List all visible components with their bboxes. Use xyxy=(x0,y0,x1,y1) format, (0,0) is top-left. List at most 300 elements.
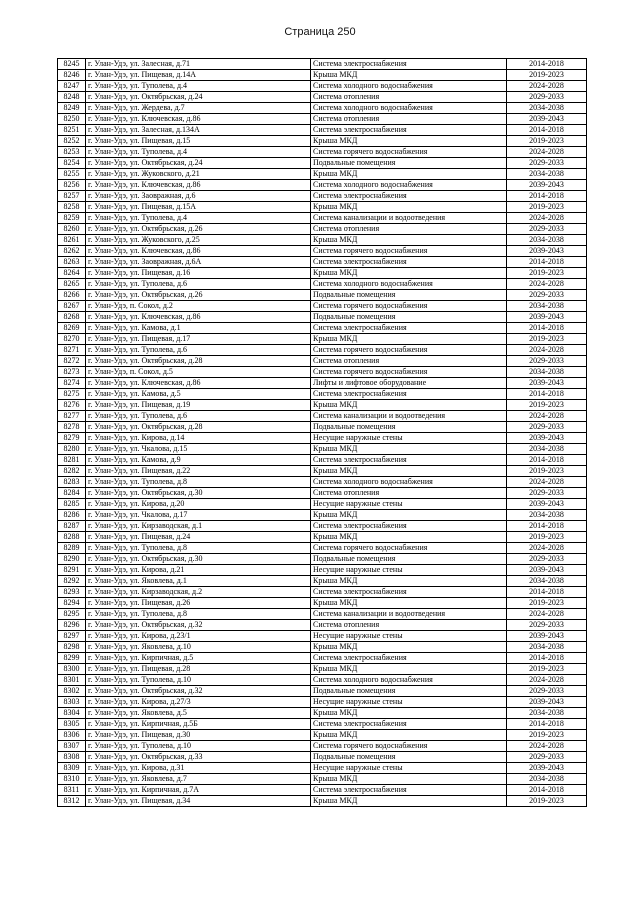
address-cell: г. Улан-Удэ, ул. Октябрьская, д.28 xyxy=(86,356,311,367)
row-number-cell: 8251 xyxy=(58,125,86,136)
work-type-cell: Лифты и лифтовое оборудование xyxy=(311,378,507,389)
table-row xyxy=(58,488,587,499)
work-type-cell: Подвальные помещения xyxy=(311,554,507,565)
period-cell: 2019-2023 xyxy=(507,796,587,807)
table-row xyxy=(58,70,587,81)
table-row xyxy=(58,477,587,488)
table-row xyxy=(58,719,587,730)
row-number-cell: 8304 xyxy=(58,708,86,719)
work-type-cell: Подвальные помещения xyxy=(311,290,507,301)
table-row xyxy=(58,455,587,466)
table-row xyxy=(58,642,587,653)
row-number-cell: 8284 xyxy=(58,488,86,499)
registry-table-body xyxy=(58,59,587,807)
row-number-cell: 8283 xyxy=(58,477,86,488)
address-cell: г. Улан-Удэ, ул. Заовражная, д.6 xyxy=(86,191,311,202)
row-number-cell: 8258 xyxy=(58,202,86,213)
table-row xyxy=(58,345,587,356)
work-type-cell: Система электроснабжения xyxy=(311,59,507,70)
work-type-cell: Подвальные помещения xyxy=(311,422,507,433)
period-cell: 2029-2033 xyxy=(507,356,587,367)
table-row xyxy=(58,444,587,455)
table-row xyxy=(58,246,587,257)
period-cell: 2019-2023 xyxy=(507,70,587,81)
work-type-cell: Система горячего водоснабжения xyxy=(311,246,507,257)
period-cell: 2029-2033 xyxy=(507,488,587,499)
period-cell: 2034-2038 xyxy=(507,576,587,587)
table-row xyxy=(58,103,587,114)
period-cell: 2024-2028 xyxy=(507,609,587,620)
row-number-cell: 8292 xyxy=(58,576,86,587)
address-cell: г. Улан-Удэ, ул. Камова, д.5 xyxy=(86,389,311,400)
table-row xyxy=(58,114,587,125)
address-cell: г. Улан-Удэ, ул. Кирова, д.31 xyxy=(86,763,311,774)
table-row xyxy=(58,411,587,422)
address-cell: г. Улан-Удэ, ул. Пищевая, д.19 xyxy=(86,400,311,411)
work-type-cell: Система электроснабжения xyxy=(311,719,507,730)
address-cell: г. Улан-Удэ, ул. Кирзаводская, д.2 xyxy=(86,587,311,598)
address-cell: г. Улан-Удэ, ул. Ключевская, д.86 xyxy=(86,180,311,191)
row-number-cell: 8276 xyxy=(58,400,86,411)
address-cell: г. Улан-Удэ, ул. Чкалова, д.15 xyxy=(86,444,311,455)
row-number-cell: 8268 xyxy=(58,312,86,323)
address-cell: г. Улан-Удэ, п. Сокол, д.5 xyxy=(86,367,311,378)
row-number-cell: 8281 xyxy=(58,455,86,466)
table-row xyxy=(58,400,587,411)
row-number-cell: 8286 xyxy=(58,510,86,521)
period-cell: 2019-2023 xyxy=(507,334,587,345)
row-number-cell: 8291 xyxy=(58,565,86,576)
period-cell: 2039-2043 xyxy=(507,378,587,389)
row-number-cell: 8299 xyxy=(58,653,86,664)
table-row xyxy=(58,224,587,235)
work-type-cell: Система электроснабжения xyxy=(311,257,507,268)
work-type-cell: Система холодного водоснабжения xyxy=(311,477,507,488)
period-cell: 2029-2033 xyxy=(507,290,587,301)
period-cell: 2014-2018 xyxy=(507,719,587,730)
work-type-cell: Система холодного водоснабжения xyxy=(311,279,507,290)
row-number-cell: 8257 xyxy=(58,191,86,202)
period-cell: 2014-2018 xyxy=(507,389,587,400)
period-cell: 2039-2043 xyxy=(507,631,587,642)
work-type-cell: Система холодного водоснабжения xyxy=(311,81,507,92)
address-cell: г. Улан-Удэ, ул. Кирова, д.21 xyxy=(86,565,311,576)
row-number-cell: 8271 xyxy=(58,345,86,356)
work-type-cell: Система отопления xyxy=(311,114,507,125)
table-row xyxy=(58,774,587,785)
row-number-cell: 8310 xyxy=(58,774,86,785)
period-cell: 2014-2018 xyxy=(507,59,587,70)
period-cell: 2034-2038 xyxy=(507,301,587,312)
address-cell: г. Улан-Удэ, ул. Пищевая, д.17 xyxy=(86,334,311,345)
address-cell: г. Улан-Удэ, ул. Октябрьская, д.24 xyxy=(86,158,311,169)
row-number-cell: 8309 xyxy=(58,763,86,774)
row-number-cell: 8270 xyxy=(58,334,86,345)
work-type-cell: Подвальные помещения xyxy=(311,158,507,169)
work-type-cell: Система электроснабжения xyxy=(311,323,507,334)
row-number-cell: 8302 xyxy=(58,686,86,697)
period-cell: 2014-2018 xyxy=(507,521,587,532)
address-cell: г. Улан-Удэ, ул. Камова, д.1 xyxy=(86,323,311,334)
work-type-cell: Крыша МКД xyxy=(311,730,507,741)
address-cell: г. Улан-Удэ, ул. Пищевая, д.26 xyxy=(86,598,311,609)
row-number-cell: 8297 xyxy=(58,631,86,642)
period-cell: 2014-2018 xyxy=(507,455,587,466)
address-cell: г. Улан-Удэ, ул. Октябрьская, д.28 xyxy=(86,422,311,433)
table-row xyxy=(58,125,587,136)
work-type-cell: Система канализации и водоотведения xyxy=(311,213,507,224)
address-cell: г. Улан-Удэ, ул. Кирпичная, д.7А xyxy=(86,785,311,796)
period-cell: 2014-2018 xyxy=(507,125,587,136)
address-cell: г. Улан-Удэ, ул. Кирпичная, д.5Б xyxy=(86,719,311,730)
row-number-cell: 8274 xyxy=(58,378,86,389)
table-row xyxy=(58,543,587,554)
period-cell: 2029-2033 xyxy=(507,92,587,103)
address-cell: г. Улан-Удэ, ул. Туполева, д.8 xyxy=(86,477,311,488)
address-cell: г. Улан-Удэ, ул. Яковлева, д.7 xyxy=(86,774,311,785)
work-type-cell: Система электроснабжения xyxy=(311,389,507,400)
table-row xyxy=(58,136,587,147)
period-cell: 2039-2043 xyxy=(507,312,587,323)
row-number-cell: 8250 xyxy=(58,114,86,125)
period-cell: 2039-2043 xyxy=(507,499,587,510)
address-cell: г. Улан-Удэ, ул. Туполева, д.8 xyxy=(86,543,311,554)
work-type-cell: Система горячего водоснабжения xyxy=(311,543,507,554)
row-number-cell: 8289 xyxy=(58,543,86,554)
table-row xyxy=(58,609,587,620)
address-cell: г. Улан-Удэ, ул. Ключевская, д.86 xyxy=(86,246,311,257)
row-number-cell: 8293 xyxy=(58,587,86,598)
address-cell: г. Улан-Удэ, ул. Кирпичная, д.5 xyxy=(86,653,311,664)
work-type-cell: Система канализации и водоотведения xyxy=(311,411,507,422)
period-cell: 2029-2033 xyxy=(507,620,587,631)
row-number-cell: 8253 xyxy=(58,147,86,158)
row-number-cell: 8275 xyxy=(58,389,86,400)
work-type-cell: Система горячего водоснабжения xyxy=(311,147,507,158)
table-row xyxy=(58,235,587,246)
address-cell: г. Улан-Удэ, ул. Кирзаводская, д.1 xyxy=(86,521,311,532)
table-row xyxy=(58,389,587,400)
work-type-cell: Несущие наружные стены xyxy=(311,631,507,642)
table-row xyxy=(58,565,587,576)
period-cell: 2024-2028 xyxy=(507,675,587,686)
period-cell: 2034-2038 xyxy=(507,444,587,455)
address-cell: г. Улан-Удэ, ул. Октябрьская, д.30 xyxy=(86,488,311,499)
address-cell: г. Улан-Удэ, ул. Пищевая, д.14А xyxy=(86,70,311,81)
row-number-cell: 8280 xyxy=(58,444,86,455)
row-number-cell: 8312 xyxy=(58,796,86,807)
work-type-cell: Система электроснабжения xyxy=(311,521,507,532)
period-cell: 2034-2038 xyxy=(507,235,587,246)
row-number-cell: 8301 xyxy=(58,675,86,686)
period-cell: 2029-2033 xyxy=(507,422,587,433)
work-type-cell: Несущие наружные стены xyxy=(311,763,507,774)
address-cell: г. Улан-Удэ, ул. Пищевая, д.16 xyxy=(86,268,311,279)
table-row xyxy=(58,422,587,433)
period-cell: 2014-2018 xyxy=(507,653,587,664)
table-row xyxy=(58,356,587,367)
period-cell: 2024-2028 xyxy=(507,741,587,752)
registry-table xyxy=(57,58,587,807)
row-number-cell: 8279 xyxy=(58,433,86,444)
address-cell: г. Улан-Удэ, ул. Туполева, д.6 xyxy=(86,345,311,356)
row-number-cell: 8256 xyxy=(58,180,86,191)
period-cell: 2039-2043 xyxy=(507,180,587,191)
address-cell: г. Улан-Удэ, ул. Пищевая, д.15А xyxy=(86,202,311,213)
table-row xyxy=(58,334,587,345)
address-cell: г. Улан-Удэ, ул. Октябрьская, д.32 xyxy=(86,686,311,697)
row-number-cell: 8269 xyxy=(58,323,86,334)
table-row xyxy=(58,433,587,444)
row-number-cell: 8278 xyxy=(58,422,86,433)
row-number-cell: 8303 xyxy=(58,697,86,708)
period-cell: 2024-2028 xyxy=(507,213,587,224)
period-cell: 2019-2023 xyxy=(507,532,587,543)
work-type-cell: Крыша МКД xyxy=(311,202,507,213)
period-cell: 2039-2043 xyxy=(507,697,587,708)
address-cell: г. Улан-Удэ, ул. Яковлева, д.5 xyxy=(86,708,311,719)
work-type-cell: Крыша МКД xyxy=(311,796,507,807)
address-cell: г. Улан-Удэ, ул. Октябрьская, д.30 xyxy=(86,554,311,565)
table-row xyxy=(58,620,587,631)
work-type-cell: Крыша МКД xyxy=(311,268,507,279)
period-cell: 2029-2033 xyxy=(507,752,587,763)
table-row xyxy=(58,180,587,191)
table-row xyxy=(58,675,587,686)
table-row xyxy=(58,763,587,774)
work-type-cell: Система отопления xyxy=(311,224,507,235)
address-cell: г. Улан-Удэ, ул. Заовражная, д.6А xyxy=(86,257,311,268)
period-cell: 2019-2023 xyxy=(507,400,587,411)
period-cell: 2029-2033 xyxy=(507,224,587,235)
period-cell: 2019-2023 xyxy=(507,136,587,147)
row-number-cell: 8272 xyxy=(58,356,86,367)
work-type-cell: Крыша МКД xyxy=(311,466,507,477)
work-type-cell: Крыша МКД xyxy=(311,334,507,345)
work-type-cell: Система электроснабжения xyxy=(311,191,507,202)
address-cell: г. Улан-Удэ, ул. Яковлева, д.1 xyxy=(86,576,311,587)
address-cell: г. Улан-Удэ, ул. Жердева, д.7 xyxy=(86,103,311,114)
table-row xyxy=(58,741,587,752)
period-cell: 2024-2028 xyxy=(507,345,587,356)
work-type-cell: Система электроснабжения xyxy=(311,125,507,136)
period-cell: 2024-2028 xyxy=(507,477,587,488)
work-type-cell: Система электроснабжения xyxy=(311,653,507,664)
period-cell: 2034-2038 xyxy=(507,169,587,180)
table-row xyxy=(58,499,587,510)
row-number-cell: 8261 xyxy=(58,235,86,246)
row-number-cell: 8260 xyxy=(58,224,86,235)
table-row xyxy=(58,378,587,389)
work-type-cell: Система холодного водоснабжения xyxy=(311,180,507,191)
work-type-cell: Система электроснабжения xyxy=(311,455,507,466)
address-cell: г. Улан-Удэ, ул. Туполева, д.4 xyxy=(86,147,311,158)
row-number-cell: 8248 xyxy=(58,92,86,103)
period-cell: 2024-2028 xyxy=(507,543,587,554)
work-type-cell: Несущие наружные стены xyxy=(311,565,507,576)
address-cell: г. Улан-Удэ, ул. Туполева, д.10 xyxy=(86,675,311,686)
table-row xyxy=(58,367,587,378)
row-number-cell: 8305 xyxy=(58,719,86,730)
period-cell: 2039-2043 xyxy=(507,246,587,257)
address-cell: г. Улан-Удэ, ул. Пищевая, д.30 xyxy=(86,730,311,741)
table-row xyxy=(58,521,587,532)
address-cell: г. Улан-Удэ, ул. Ключевская, д.86 xyxy=(86,312,311,323)
address-cell: г. Улан-Удэ, ул. Октябрьская, д.26 xyxy=(86,290,311,301)
period-cell: 2034-2038 xyxy=(507,708,587,719)
period-cell: 2014-2018 xyxy=(507,785,587,796)
table-row xyxy=(58,147,587,158)
row-number-cell: 8252 xyxy=(58,136,86,147)
address-cell: г. Улан-Удэ, ул. Залесная, д.134А xyxy=(86,125,311,136)
row-number-cell: 8249 xyxy=(58,103,86,114)
table-row xyxy=(58,301,587,312)
period-cell: 2034-2038 xyxy=(507,774,587,785)
table-row xyxy=(58,81,587,92)
address-cell: г. Улан-Удэ, п. Сокол, д.2 xyxy=(86,301,311,312)
address-cell: г. Улан-Удэ, ул. Камова, д.9 xyxy=(86,455,311,466)
row-number-cell: 8265 xyxy=(58,279,86,290)
table-row xyxy=(58,290,587,301)
table-row xyxy=(58,686,587,697)
address-cell: г. Улан-Удэ, ул. Кирова, д.27/3 xyxy=(86,697,311,708)
address-cell: г. Улан-Удэ, ул. Пищевая, д.24 xyxy=(86,532,311,543)
work-type-cell: Система холодного водоснабжения xyxy=(311,675,507,686)
period-cell: 2019-2023 xyxy=(507,664,587,675)
period-cell: 2014-2018 xyxy=(507,323,587,334)
work-type-cell: Крыша МКД xyxy=(311,70,507,81)
address-cell: г. Улан-Удэ, ул. Туполева, д.8 xyxy=(86,609,311,620)
work-type-cell: Несущие наружные стены xyxy=(311,697,507,708)
table-row xyxy=(58,92,587,103)
work-type-cell: Система отопления xyxy=(311,356,507,367)
row-number-cell: 8255 xyxy=(58,169,86,180)
work-type-cell: Крыша МКД xyxy=(311,664,507,675)
period-cell: 2019-2023 xyxy=(507,466,587,477)
table-row xyxy=(58,510,587,521)
row-number-cell: 8288 xyxy=(58,532,86,543)
work-type-cell: Подвальные помещения xyxy=(311,752,507,763)
row-number-cell: 8290 xyxy=(58,554,86,565)
row-number-cell: 8247 xyxy=(58,81,86,92)
table-row xyxy=(58,279,587,290)
address-cell: г. Улан-Удэ, ул. Туполева, д.10 xyxy=(86,741,311,752)
row-number-cell: 8263 xyxy=(58,257,86,268)
row-number-cell: 8267 xyxy=(58,301,86,312)
row-number-cell: 8282 xyxy=(58,466,86,477)
work-type-cell: Крыша МКД xyxy=(311,708,507,719)
row-number-cell: 8294 xyxy=(58,598,86,609)
period-cell: 2019-2023 xyxy=(507,598,587,609)
address-cell: г. Улан-Удэ, ул. Чкалова, д.17 xyxy=(86,510,311,521)
row-number-cell: 8296 xyxy=(58,620,86,631)
address-cell: г. Улан-Удэ, ул. Пищевая, д.22 xyxy=(86,466,311,477)
address-cell: г. Улан-Удэ, ул. Залесная, д.71 xyxy=(86,59,311,70)
work-type-cell: Крыша МКД xyxy=(311,642,507,653)
address-cell: г. Улан-Удэ, ул. Ключевская, д.86 xyxy=(86,114,311,125)
address-cell: г. Улан-Удэ, ул. Кирова, д.14 xyxy=(86,433,311,444)
address-cell: г. Улан-Удэ, ул. Октябрьская, д.32 xyxy=(86,620,311,631)
period-cell: 2039-2043 xyxy=(507,763,587,774)
period-cell: 2014-2018 xyxy=(507,191,587,202)
table-row xyxy=(58,554,587,565)
work-type-cell: Крыша МКД xyxy=(311,169,507,180)
work-type-cell: Крыша МКД xyxy=(311,532,507,543)
row-number-cell: 8285 xyxy=(58,499,86,510)
row-number-cell: 8246 xyxy=(58,70,86,81)
period-cell: 2014-2018 xyxy=(507,257,587,268)
work-type-cell: Крыша МКД xyxy=(311,598,507,609)
table-row xyxy=(58,323,587,334)
period-cell: 2034-2038 xyxy=(507,367,587,378)
work-type-cell: Подвальные помещения xyxy=(311,312,507,323)
period-cell: 2024-2028 xyxy=(507,147,587,158)
table-row xyxy=(58,631,587,642)
row-number-cell: 8311 xyxy=(58,785,86,796)
address-cell: г. Улан-Удэ, ул. Пищевая, д.28 xyxy=(86,664,311,675)
address-cell: г. Улан-Удэ, ул. Октябрьская, д.26 xyxy=(86,224,311,235)
table-row xyxy=(58,598,587,609)
address-cell: г. Улан-Удэ, ул. Туполева, д.4 xyxy=(86,81,311,92)
work-type-cell: Несущие наружные стены xyxy=(311,433,507,444)
period-cell: 2024-2028 xyxy=(507,81,587,92)
work-type-cell: Система отопления xyxy=(311,488,507,499)
work-type-cell: Крыша МКД xyxy=(311,510,507,521)
table-row xyxy=(58,257,587,268)
row-number-cell: 8245 xyxy=(58,59,86,70)
table-row xyxy=(58,268,587,279)
table-row xyxy=(58,708,587,719)
address-cell: г. Улан-Удэ, ул. Туполева, д.6 xyxy=(86,411,311,422)
period-cell: 2029-2033 xyxy=(507,158,587,169)
period-cell: 2024-2028 xyxy=(507,279,587,290)
table-row xyxy=(58,213,587,224)
work-type-cell: Система холодного водоснабжения xyxy=(311,103,507,114)
table-row xyxy=(58,169,587,180)
period-cell: 2029-2033 xyxy=(507,686,587,697)
work-type-cell: Крыша МКД xyxy=(311,444,507,455)
row-number-cell: 8306 xyxy=(58,730,86,741)
table-row xyxy=(58,785,587,796)
table-row xyxy=(58,202,587,213)
period-cell: 2019-2023 xyxy=(507,202,587,213)
table-row xyxy=(58,796,587,807)
row-number-cell: 8273 xyxy=(58,367,86,378)
work-type-cell: Система отопления xyxy=(311,620,507,631)
period-cell: 2019-2023 xyxy=(507,268,587,279)
period-cell: 2029-2033 xyxy=(507,554,587,565)
table-row xyxy=(58,653,587,664)
work-type-cell: Крыша МКД xyxy=(311,400,507,411)
work-type-cell: Крыша МКД xyxy=(311,576,507,587)
address-cell: г. Улан-Удэ, ул. Пищевая, д.15 xyxy=(86,136,311,147)
period-cell: 2034-2038 xyxy=(507,103,587,114)
work-type-cell: Крыша МКД xyxy=(311,774,507,785)
address-cell: г. Улан-Удэ, ул. Туполева, д.6 xyxy=(86,279,311,290)
row-number-cell: 8259 xyxy=(58,213,86,224)
table-row xyxy=(58,191,587,202)
period-cell: 2014-2018 xyxy=(507,587,587,598)
work-type-cell: Система отопления xyxy=(311,92,507,103)
row-number-cell: 8264 xyxy=(58,268,86,279)
table-row xyxy=(58,158,587,169)
work-type-cell: Система горячего водоснабжения xyxy=(311,301,507,312)
period-cell: 2034-2038 xyxy=(507,642,587,653)
row-number-cell: 8308 xyxy=(58,752,86,763)
period-cell: 2039-2043 xyxy=(507,114,587,125)
table-row xyxy=(58,587,587,598)
period-cell: 2019-2023 xyxy=(507,730,587,741)
